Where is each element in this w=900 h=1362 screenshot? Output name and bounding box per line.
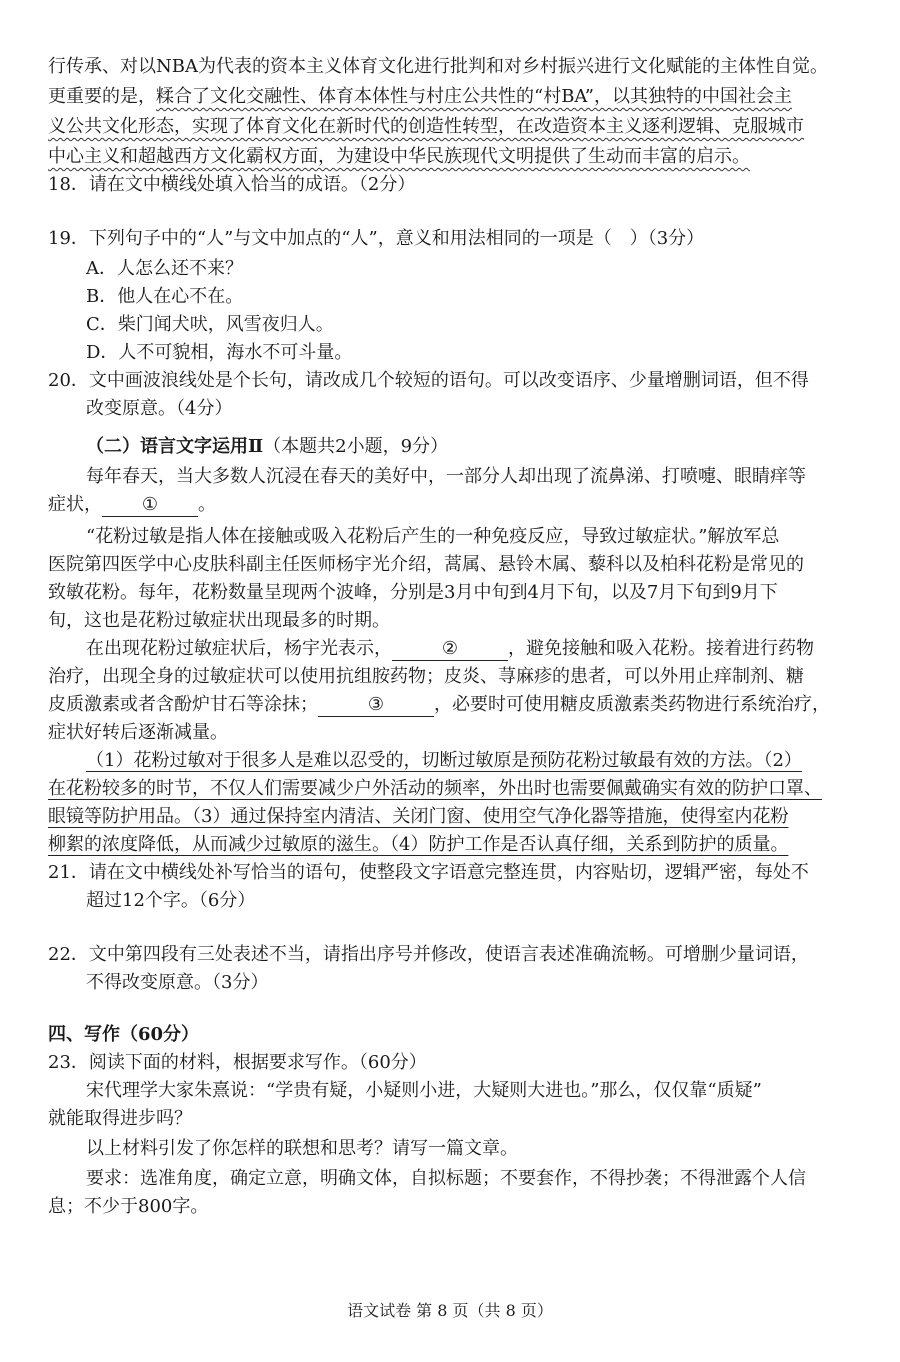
question-21-line: 21．请在文中横线处补写恰当的语句，使整段文字语意完整连贯，内容贴切，逻辑严密，每处不 bbox=[48, 862, 809, 883]
section-4-title: 四、写作（60分） bbox=[48, 1024, 200, 1045]
question-20-line: 改变原意。（4分） bbox=[86, 398, 233, 419]
blank-2: ② bbox=[392, 638, 508, 661]
underlined-line: 在花粉较多的时节，不仅人们需要减少户外活动的频率，外出时也需要佩戴确实有效的防护口罩、 bbox=[48, 778, 822, 799]
option-a: A．人怎么还不来？ bbox=[86, 258, 243, 279]
question-19-stem: 19．下列句子中的“人”与文中加点的“人”，意义和用法相同的一项是（ ）（3分） bbox=[48, 228, 705, 249]
material-line: 宋代理学大家朱熹说：“学贵有疑，小疑则小进，大疑则大进也。”那么，仅仅靠“质疑” bbox=[86, 1080, 762, 1101]
paragraph-line bbox=[48, 692, 830, 718]
question-22-line: 不得改变原意。（3分） bbox=[86, 972, 269, 993]
paragraph-line bbox=[48, 492, 216, 518]
paragraph-line: 旬，这也是花粉过敏症状出现最多的时期。 bbox=[48, 610, 390, 631]
passage-line bbox=[48, 84, 792, 110]
wavy-underlined-line: 义公共文化形态，实现了体育文化在新时代的创造性转型，在改造资本主义逐利逻辑、克服城市 bbox=[48, 116, 804, 137]
underlined-line: 柳絮的浓度降低，从而减少过敏原的滋生。（4）防护工作是否认真仔细，关系到防护的质量。 bbox=[48, 834, 789, 855]
blank-1: ① bbox=[102, 494, 198, 517]
requirement-line: 息；不少于800字。 bbox=[48, 1196, 209, 1217]
text-span: 皮质激素或者含酚炉甘石等涂抹； bbox=[48, 694, 318, 715]
paragraph-line: 医院第四医学中心皮肤科副主任医师杨宇光介绍，蒿属、悬铃木属、藜科以及柏科花粉是常见的 bbox=[48, 554, 804, 575]
text-span: ，必要时可使用糖皮质激素类药物进行系统治疗， bbox=[434, 694, 830, 715]
page-footer: 语文试卷 第 8 页（共 8 页） bbox=[347, 1301, 553, 1320]
requirement-line: 要求：选准角度，确定立意，明确文体，自拟标题；不要套作，不得抄袭；不得泄露个人信 bbox=[86, 1168, 806, 1189]
paragraph-line: 每年春天，当大多数人沉浸在春天的美好中，一部分人却出现了流鼻涕、打喷嚏、眼睛痒等 bbox=[86, 466, 806, 487]
underlined-line: 眼镜等防护用品。（3）通过保持室内清洁、关闭门窗、使用空气净化器等措施，使得室内花粉 bbox=[48, 806, 789, 827]
option-c: C．柴门闻犬吠，风雪夜归人。 bbox=[86, 314, 334, 335]
text-span: 。 bbox=[198, 494, 216, 515]
wavy-underlined-line: 中心主义和超越西方文化霸权方面，为建设中华民族现代文明提供了生动而丰富的启示。 bbox=[48, 146, 750, 167]
wavy-underlined-text: 糅合了文化交融性、体育本体性与村庄公共性的“村BA”，以其独特的中国社会主 bbox=[156, 86, 792, 107]
paragraph-line: 症状好转后逐渐减量。 bbox=[48, 722, 228, 743]
paragraph-line: “花粉过敏是指人体在接触或吸入花粉后产生的一种免疫反应，导致过敏症状。”解放军总 bbox=[86, 526, 780, 547]
paragraph-line: 治疗，出现全身的过敏症状可以使用抗组胺药物；皮炎、荨麻疹的患者，可以外用止痒制剂、糖 bbox=[48, 666, 804, 687]
question-22-line: 22．文中第四段有三处表述不当，请指出序号并修改，使语言表述准确流畅。可增删少量词语， bbox=[48, 944, 809, 965]
text-span: ，避免接触和吸入花粉。接着进行药物 bbox=[508, 638, 814, 659]
text-span: 在出现花粉过敏症状后，杨宇光表示， bbox=[86, 638, 392, 659]
underlined-line: （1）花粉过敏对于很多人是难以忍受的，切断过敏原是预防花粉过敏最有效的方法。（2） bbox=[86, 750, 802, 771]
option-d: D．人不可貌相，海水不可斗量。 bbox=[86, 342, 353, 363]
paragraph-line bbox=[86, 636, 814, 662]
section-2-title: （二）语言文字运用Ⅱ bbox=[86, 436, 264, 457]
writing-prompt: 以上材料引发了你怎样的联想和思考？请写一篇文章。 bbox=[86, 1138, 518, 1159]
question-23: 23．阅读下面的材料，根据要求写作。（60分） bbox=[48, 1052, 427, 1073]
question-21-line: 超过12个字。（6分） bbox=[86, 890, 256, 911]
material-line: 就能取得进步吗？ bbox=[48, 1108, 192, 1129]
question-18: 18．请在文中横线处填入恰当的成语。（2分） bbox=[48, 174, 416, 195]
option-b: B．他人在心不在。 bbox=[86, 286, 244, 307]
passage-line-prefix: 更重要的是， bbox=[48, 86, 156, 107]
paragraph-line: 致敏花粉。每年，花粉数量呈现两个波峰，分别是3月中旬到4月下旬，以及7月下旬到9月下 bbox=[48, 582, 778, 603]
blank-3: ③ bbox=[318, 694, 434, 717]
section-2-heading bbox=[86, 434, 448, 460]
section-2-note: （本题共2小题，9分） bbox=[263, 436, 449, 457]
passage-line: 行传承、对以NBA为代表的资本主义体育文化进行批判和对乡村振兴进行文化赋能的主体性自觉。 bbox=[48, 56, 828, 77]
text-span: 症状， bbox=[48, 494, 102, 515]
question-20-line: 20．文中画波浪线处是个长句，请改成几个较短的语句。可以改变语序、少量增删词语，但不得 bbox=[48, 370, 809, 391]
